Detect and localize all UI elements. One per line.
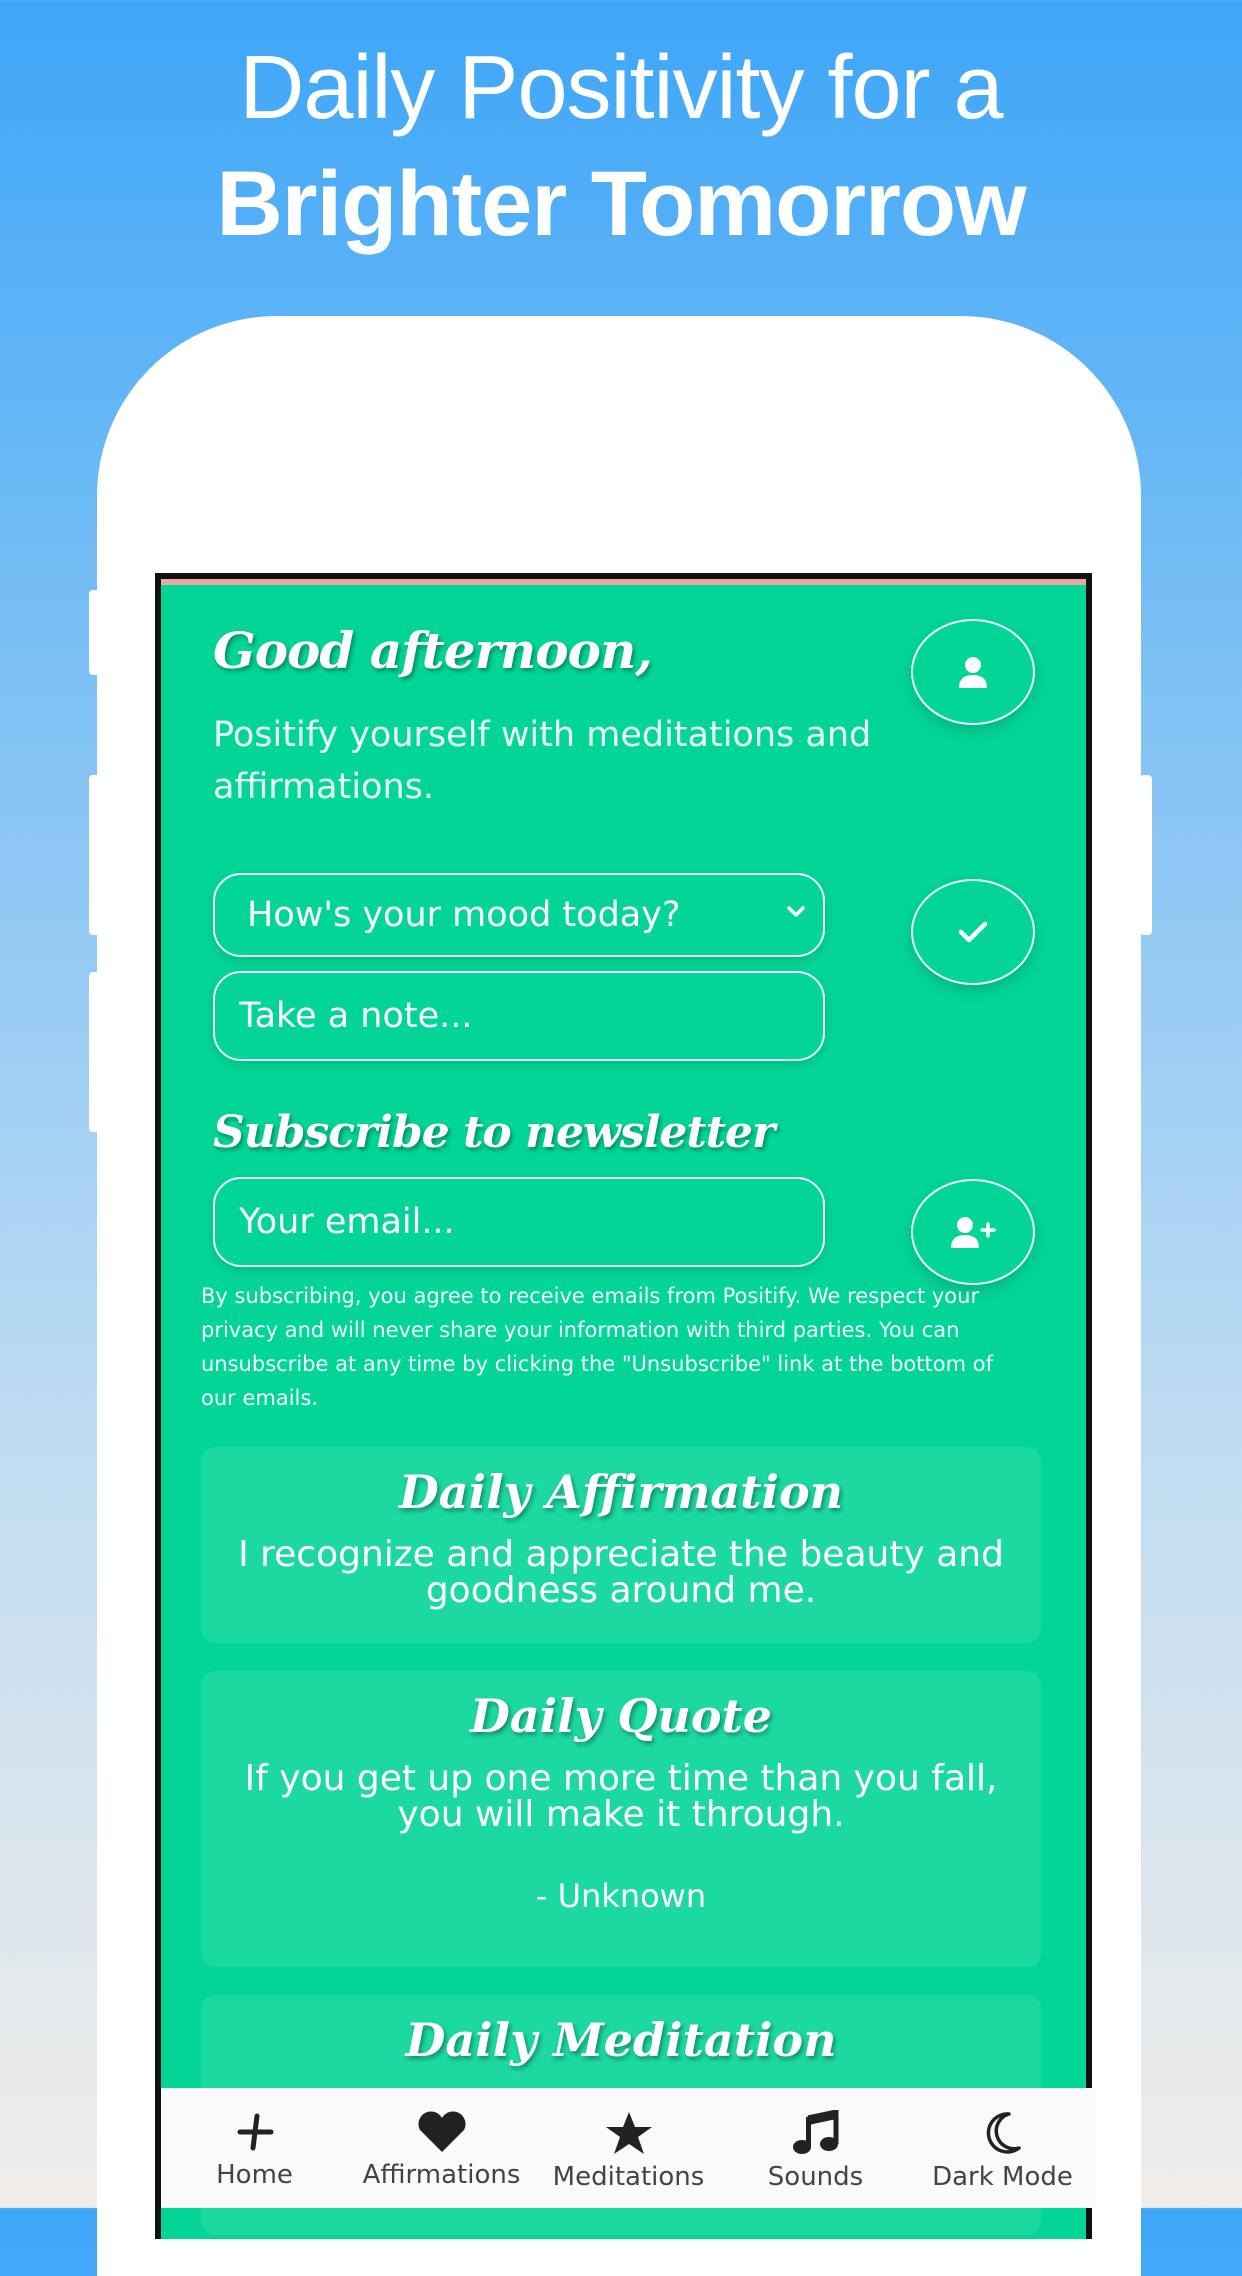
nav-item-sounds[interactable] [722,2088,909,2208]
music-note-icon [792,2110,840,2156]
phone-side-button [89,972,101,1132]
daily-quote-card [201,1671,1041,1967]
phone-side-button [89,590,101,675]
daily-quote-author: - Unknown [535,1877,707,1915]
nav-item-label: Meditations [552,2162,705,2192]
mood-note-input[interactable] [213,971,825,1061]
user-icon [956,655,990,689]
newsletter-email-input[interactable] [213,1177,825,1267]
bottom-nav [155,2088,1096,2208]
phone-side-button [1140,775,1152,935]
daily-affirmation-title: Daily Affirmation [398,1465,844,1519]
nav-item-label: Dark Mode [932,2162,1073,2192]
mood-note-placeholder: Take a note... [239,996,473,1036]
daily-quote-text: If you get up one more time than you fall, you will make it through. [244,1758,998,1835]
headline-line-2: Brighter Tomorrow [216,153,1026,255]
chevron-down-icon [783,899,809,925]
subscribe-button[interactable] [911,1179,1035,1285]
newsletter-email-placeholder: Your email... [239,1202,455,1242]
star-icon [604,2110,654,2156]
mood-select[interactable] [213,873,825,957]
newsletter-disclaimer: By subscribing, you agree to receive emails from Positify. We respect your privacy and will never share your information with third parties. You can unsubscribe at any time by clicking the "Unsubscribe" link at the bottom of our emails. [201,1284,993,1410]
save-mood-button[interactable] [911,879,1035,985]
headline-line-1: Daily Positivity for a [239,38,1003,138]
daily-quote-title: Daily Quote [469,1689,773,1743]
checkmark-icon [957,919,989,945]
plus-icon [233,2110,277,2154]
daily-affirmation-text: I recognize and appreciate the beauty and goodness around me. [238,1534,1004,1611]
phone-side-button [89,775,101,935]
mood-select-value: How's your mood today? [247,895,681,935]
nav-item-label: Home [216,2160,293,2190]
nav-item-home[interactable] [161,2088,348,2208]
greeting-subtitle: Positify yourself with meditations and affirmations. [213,715,872,807]
profile-button[interactable] [911,619,1035,725]
nav-item-affirmations[interactable] [348,2088,535,2208]
nav-item-label: Sounds [767,2162,864,2192]
nav-item-label: Affirmations [362,2160,521,2190]
daily-meditation-title: Daily Meditation [405,2013,837,2067]
daily-affirmation-card [201,1447,1041,1643]
heart-icon [415,2110,469,2154]
newsletter-title: Subscribe to newsletter [213,1107,775,1158]
screen-top-edge [161,579,1086,585]
nav-item-meditations[interactable] [535,2088,722,2208]
promo-headline [0,30,1242,262]
app-screen [155,573,1092,2239]
greeting-title: Good afternoon, [213,621,652,680]
moon-icon [981,2110,1025,2156]
add-user-icon [950,1215,996,1249]
nav-item-dark-mode[interactable] [909,2088,1096,2208]
